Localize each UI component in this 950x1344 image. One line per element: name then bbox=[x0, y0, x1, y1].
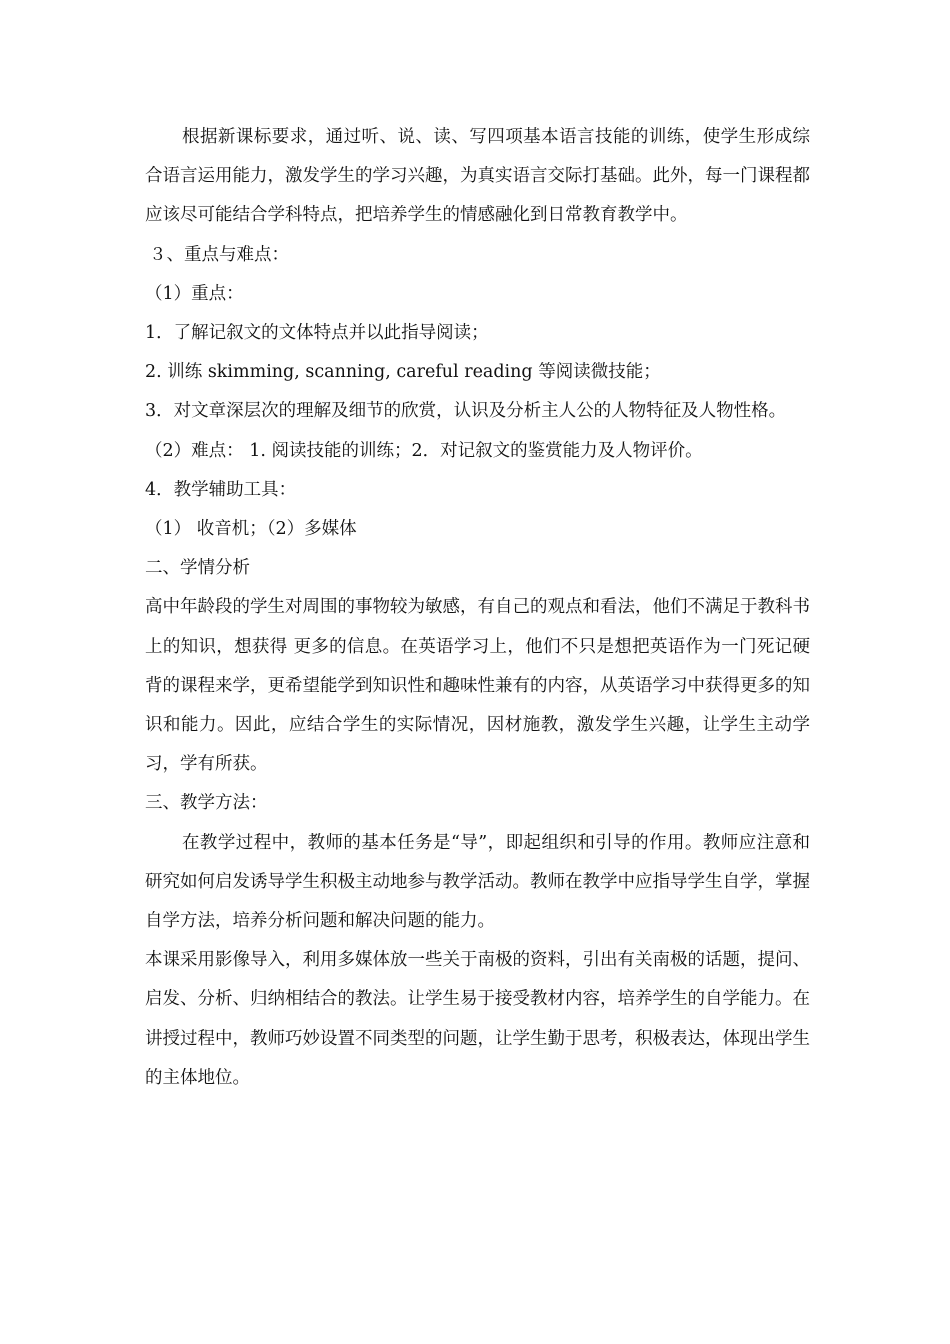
difficulty-points: （2）难点： 1. 阅读技能的训练；2．对记叙文的鉴赏能力及人物评价。 bbox=[145, 440, 703, 461]
teaching-aids-list: （1） 收音机；（2）多媒体 bbox=[145, 519, 357, 540]
section-heading-student-analysis: 二、学情分析 bbox=[145, 558, 250, 579]
intro-paragraph: 根据新课标要求，通过听、说、读、写四项基本语言技能的训练，使学生形成综合语言运用能力，激发学生的学习兴趣，为真实语言交际打基础。此外，每一门课程都应该尽可能结合学科特点，把培养学生的情感融化到日常教育教学中。 bbox=[145, 127, 810, 226]
key-point-item-3: 3．对文章深层次的理解及细节的欣赏，认识及分析主人公的人物特征及人物性格。 bbox=[145, 401, 787, 422]
section-heading-teaching-methods: 三、教学方法： bbox=[145, 793, 268, 814]
lesson-approach-paragraph: 本课采用影像导入，利用多媒体放一些关于南极的资料，引出有关南极的话题，提问、启发、分析、归纳相结合的教法。让学生易于接受教材内容，培养学生的自学能力。在讲授过程中，教师巧妙设置不同类型的问题，让学生勤于思考，积极表达，体现出学生的主体地位。 bbox=[145, 950, 810, 1088]
document-page bbox=[145, 118, 810, 1098]
key-point-item-1: 1．了解记叙文的文体特点并以此指导阅读； bbox=[145, 323, 489, 344]
section-heading-key-points: ３、重点与难点： bbox=[149, 244, 289, 265]
teaching-methods-paragraph: 在教学过程中，教师的基本任务是“导”，即起组织和引导的作用。教师应注意和研究如何启发诱导学生积极主动地参与教学活动。教师在教学中应指导学生自学，掌握自学方法，培养分析问题和解决问题的能力。 bbox=[145, 832, 810, 932]
subheading-key-points: （1）重点： bbox=[145, 283, 244, 304]
student-analysis-paragraph: 高中年龄段的学生对周围的事物较为敏感，有自己的观点和看法，他们不满足于教科书上的知识，想获得 更多的信息。在英语学习上，他们不只是想把英语作为一门死记硬背的课程来学，更希望能学到知识性和趣味性兼有的内容，从英语学习中获得更多的知识和能力。因此，应结合学生的实际情况，因材施教，激发学生兴趣，让学生主动学习，学有所获。 bbox=[145, 597, 810, 775]
key-point-item-2: 2. 训练 skimming, scanning, careful reading 等阅读微技能； bbox=[145, 362, 661, 383]
section-heading-teaching-aids: 4．教学辅助工具： bbox=[145, 479, 297, 500]
